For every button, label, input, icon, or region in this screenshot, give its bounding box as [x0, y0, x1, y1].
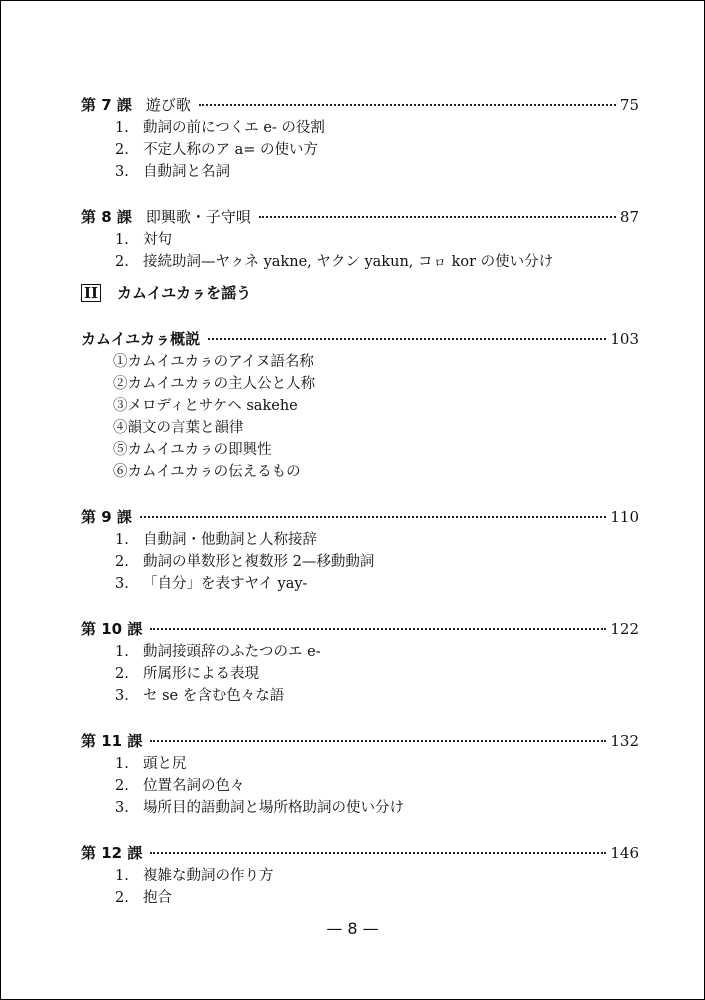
page-number: 75	[619, 96, 639, 114]
subtopic-list	[81, 351, 639, 483]
list-item: 2. 抱合	[115, 890, 172, 906]
lesson-title: 第 7 課	[81, 96, 132, 114]
section-title: カムイユカㇻを謡う	[117, 284, 252, 302]
toc-entry-heading	[81, 93, 639, 117]
subtopic-list	[81, 529, 639, 595]
lesson-title: 第 8 課	[81, 208, 132, 226]
lesson-title: 第 9 課	[81, 508, 132, 526]
list-item: 3. セ se を含む色々な語	[115, 688, 285, 704]
lesson-title: 第 12 課	[81, 844, 143, 862]
list-item: 3. 場所目的語動詞と場所格助詞の使い分け	[115, 800, 404, 816]
dot-leader	[150, 852, 606, 854]
toc-entry-lesson-7[interactable]	[81, 93, 639, 183]
list-item: 1. 動詞接頭辞のふたつのエ e-	[115, 644, 321, 660]
dot-leader	[199, 104, 616, 106]
list-item: 2. 接続助詞—ヤㇰネ yakne, ヤクン yakun, コㇿ kor の使い分け	[115, 254, 554, 270]
dot-leader	[150, 628, 606, 630]
list-item: ②カムイユカㇻの主人公と人称	[113, 376, 316, 392]
list-item: 2. 所属形による表現	[115, 666, 259, 682]
page-number: 146	[610, 844, 639, 862]
section-heading	[81, 281, 639, 305]
toc-entry-heading	[81, 505, 639, 529]
lesson-subtitle: 遊び歌	[145, 96, 191, 114]
toc-entry-heading	[81, 729, 639, 753]
list-item: 1. 頭と尻	[115, 756, 187, 772]
list-item: ①カムイユカㇻのアイヌ語名称	[113, 354, 314, 370]
list-item: 3. 「自分」を表すヤイ yay-	[115, 576, 308, 592]
subtopic-list	[81, 641, 639, 707]
list-item: 1. 自動詞・他動詞と人称接辞	[115, 532, 317, 548]
toc-entry-heading	[81, 327, 639, 351]
toc-entry-lesson-8[interactable]	[81, 205, 639, 273]
subtopic-list	[81, 753, 639, 819]
list-item: ⑤カムイユカㇻの即興性	[113, 442, 272, 458]
dot-leader	[259, 216, 616, 218]
toc-entry-overview[interactable]	[81, 327, 639, 483]
list-item: 2. 不定人称のア a= の使い方	[115, 142, 319, 158]
list-item: ③メロディとサケヘ sakehe	[113, 398, 298, 414]
dot-leader	[208, 338, 606, 340]
toc-entry-lesson-12[interactable]	[81, 841, 639, 909]
dot-leader	[150, 740, 606, 742]
list-item: 2. 位置名詞の色々	[115, 778, 245, 794]
page-number: 122	[610, 620, 639, 638]
list-item: ④韻文の言葉と韻律	[113, 420, 244, 436]
subtopic-list	[81, 865, 639, 909]
list-item: 1. 動詞の前につくエ e- の役割	[115, 120, 325, 136]
lesson-title: 第 10 課	[81, 620, 143, 638]
toc-entry-lesson-11[interactable]	[81, 729, 639, 819]
overview-title: カムイユカㇻ概説	[81, 330, 201, 348]
page-number: 110	[610, 508, 639, 526]
lesson-subtitle: 即興歌・子守唄	[145, 208, 251, 226]
toc-entry-lesson-10[interactable]	[81, 617, 639, 707]
section-number: II	[81, 284, 101, 302]
page-number: 87	[619, 208, 639, 226]
lesson-title: 第 11 課	[81, 732, 143, 750]
toc-entry-heading	[81, 205, 639, 229]
toc-entry-lesson-9[interactable]	[81, 505, 639, 595]
toc-entry-heading	[81, 617, 639, 641]
subtopic-list	[81, 117, 639, 183]
page-number: 132	[610, 732, 639, 750]
toc-entry-heading	[81, 841, 639, 865]
list-item: 1. 複雑な動詞の作り方	[115, 868, 274, 884]
page-number: 103	[610, 330, 639, 348]
list-item: ⑥カムイユカㇻの伝えるもの	[113, 464, 301, 480]
page-footer-number: — 8 —	[326, 919, 379, 938]
list-item: 1. 対句	[115, 232, 172, 248]
list-item: 2. 動詞の単数形と複数形 2—移動動詞	[115, 554, 375, 570]
table-of-contents	[81, 93, 639, 909]
dot-leader	[140, 516, 606, 518]
list-item: 3. 自動詞と名詞	[115, 164, 230, 180]
subtopic-list	[81, 229, 639, 273]
